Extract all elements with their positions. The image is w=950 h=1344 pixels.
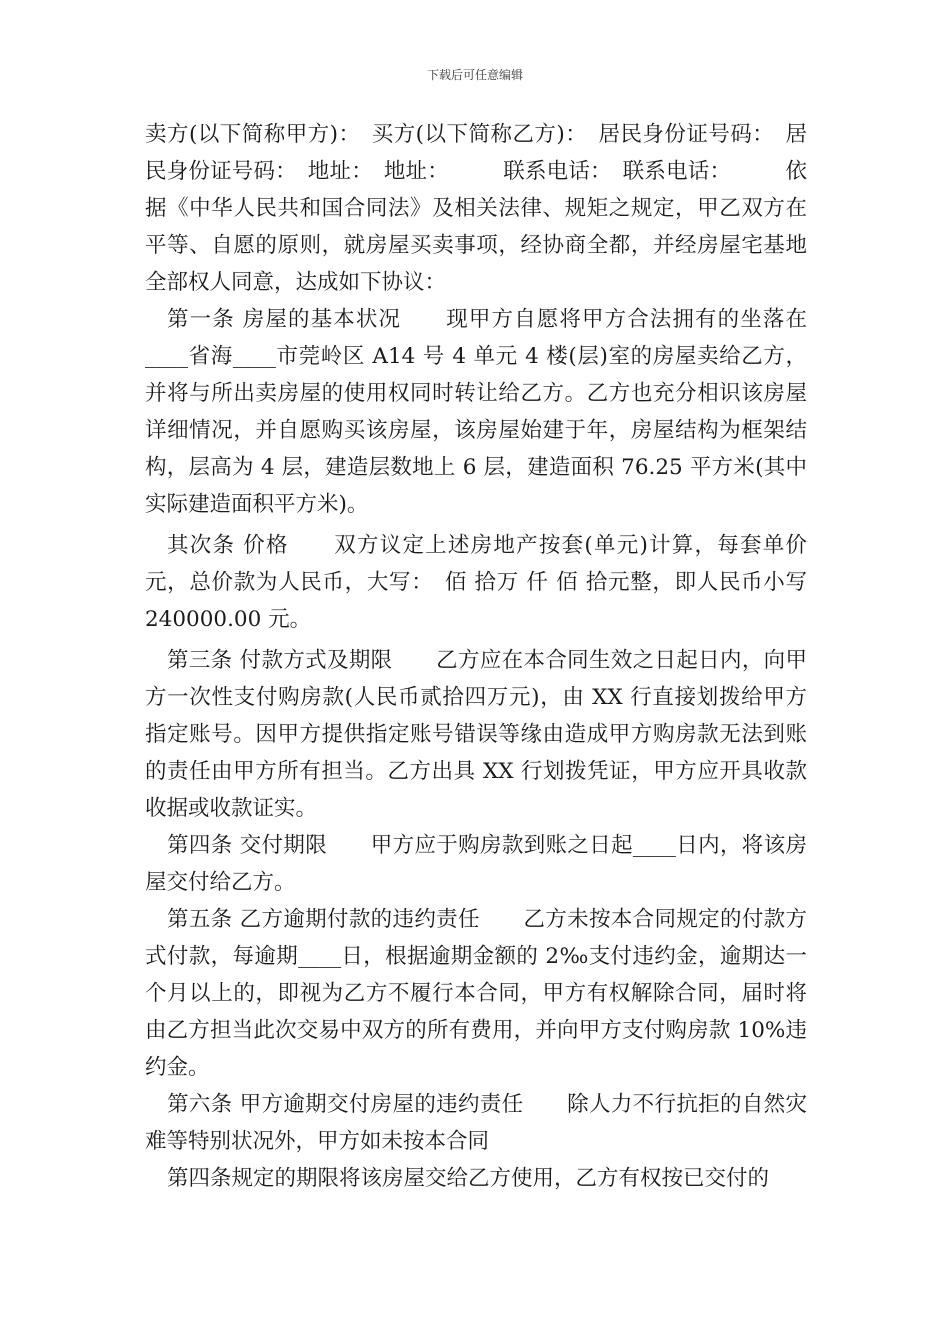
paragraph-article-2: 其次条 价格 双方议定上述房地产按套(单元)计算，每套单价元，总价款为人民币，大写： 佰 拾万 仟 佰 拾元整，即人民币小写 240000.00 元。 [145, 533, 807, 632]
paragraph-article-5: 第五条 乙方逾期付款的违约责任 乙方未按本合同规定的付款方式付款，每逾期____日，根据逾期金额的 2‰支付违约金，逾期达一个月以上的，即视为乙方不履行本合同，甲方有权解除合同，届时将由乙方担当此次交易中双方的所有费用，并向甲方支付购房款 10%违约金。 [145, 907, 807, 1080]
paragraph-article-4: 第四条 交付期限 甲方应于购房款到账之日起____日内，将该房屋交付给乙方。 [145, 833, 807, 895]
paragraph-article-6-continued: 第四条规定的期限将该房屋交给乙方使用，乙方有权按已交付的 [167, 1166, 770, 1191]
paragraph-article-1: 第一条 房屋的基本状况 现甲方自愿将甲方合法拥有的坐落在____省海____市莞岭区 A14 号 4 单元 4 楼(层)室的房屋卖给乙方，并将与所出卖房屋的使用权同时转让给乙方。乙方也充分相识该房屋详细情况，并自愿购买该房屋，该房屋始建于年，房屋结构为框架结构，层高为 4 层，建造层数地上 6 层，建造面积 76.25 平方米(其中实际建造面积平方米)。 [145, 307, 807, 517]
paragraph-parties: 卖方(以下简称甲方)： 买方(以下简称乙方)： 居民身份证号码： 居民身份证号码： 地址： 地址： 联系电话： 联系电话： 依据《中华人民共和国合同法》及相关法律、规矩之规定，甲乙双方在平等、自愿的原则，就房屋买卖事项，经协商全都，并经房屋宅基地全部权人同意，达成如下协议： [145, 122, 807, 295]
paragraph-article-6: 第六条 甲方逾期交付房屋的违约责任 除人力不行抗拒的自然灾难等特别状况外，甲方如未按本合同 [145, 1092, 807, 1154]
contract-body [145, 116, 807, 1197]
page-header: 下载后可任意编辑 [426, 68, 523, 82]
paragraph-article-3: 第三条 付款方式及期限 乙方应在本合同生效之日起日内，向甲方一次性支付购房款(人民币贰拾四万元)，由 XX 行直接划拨给甲方指定账号。因甲方提供指定账号错误等缘由造成甲方购房款无法到账的责任由甲方所有担当。乙方出具 XX 行划拨凭证，甲方应开具收款收据或收款证实。 [145, 648, 807, 821]
